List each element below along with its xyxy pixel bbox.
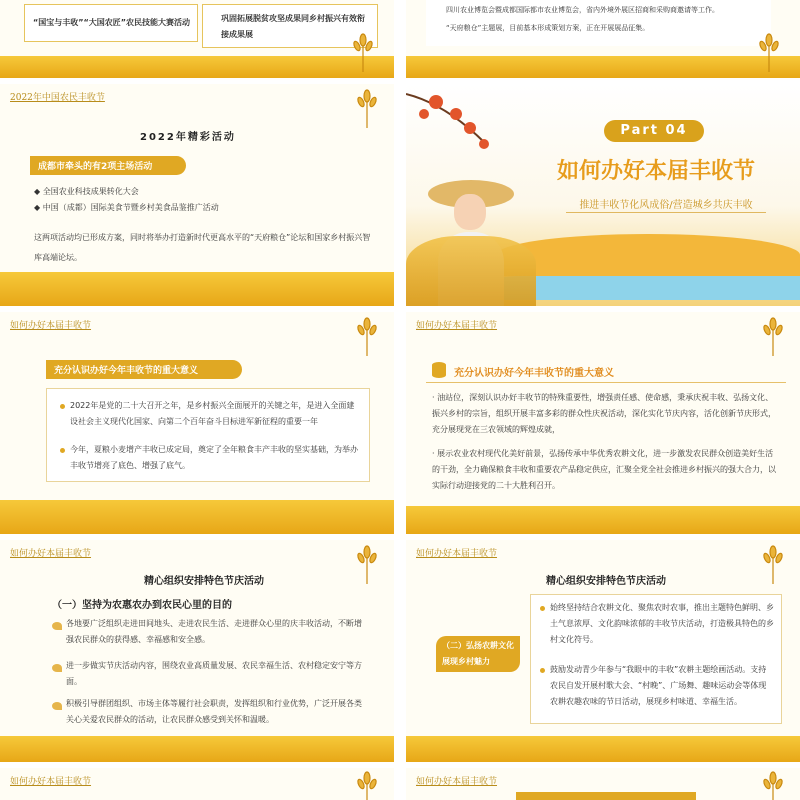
section-tag: 成都市牵头的有2项主场活动 <box>30 156 186 175</box>
list-item: 今年，夏粮小麦增产丰收已成定局，奠定了全年粮食丰产丰收的坚实基础，为举办丰收节增亮了底色、增强了底气。 <box>70 445 358 470</box>
list-item: ◆ 中国（成都）国际美食节暨乡村美食品鉴推广活动 <box>34 203 219 212</box>
list-dot <box>60 404 65 409</box>
paragraph: 这两项活动均已形成方案，同时将举办打造新时代更高水平的“天府粮仓”论坛和国家乡村振兴智库高端论坛。 <box>34 233 371 262</box>
side-tag-text: （二）弘扬农耕文化展现乡村魅力 <box>442 641 514 666</box>
slide-title: 2022年精彩活动 <box>140 132 236 143</box>
slide-6 <box>406 312 800 534</box>
info-line-2: “天府粮仓”主题展，目前基本形成策划方案，正在开展展品征集。 <box>446 24 650 32</box>
list-item: 2022年是党的二十大召开之年，是乡村振兴全面展开的关键之年，是进入全面建设社会主义现代化国家、向第二个百年奋斗目标进军新征程的重要一年 <box>70 401 355 426</box>
slide-7 <box>0 540 394 762</box>
list-item: 进一步做实节庆活动内容，围绕农业高质量发展、农民幸福生活、农村稳定安宁等方面。 <box>66 661 362 686</box>
section-title: 如何办好本届丰收节 <box>556 159 755 184</box>
wheat-icon <box>756 770 790 800</box>
list-dot <box>540 606 545 611</box>
list-item: · 展示农业农村现代化美好前景，弘扬传承中华优秀农耕文化，进一步激发农民群众创造美好生活的干劲，全力确保粮食丰收和重要农产品稳定供应，汇聚全党全社会推进乡村振兴的强大合力，以实际行动迎接党的二十大胜利召开。 <box>432 449 776 490</box>
slide-header: 如何办好本届丰收节 <box>416 549 498 559</box>
list-item: · 油站位，深刻认识办好丰收节的特殊重要性，增强责任感、使命感，秉承庆祝丰收、弘扬文化、振兴乡村的宗旨，组织开展丰富多彩的群众性庆祝活动，深化实化节庆内容，活化创新节庆形式，充分展现党在三农领域的辉煌成就， <box>432 393 776 434</box>
wheat-field-band <box>406 736 800 762</box>
wheat-bundle <box>406 236 536 306</box>
part-label: Part 04 <box>604 120 704 142</box>
maple-branch-icon <box>406 84 496 154</box>
list-item: 积极引导群团组织、市场主体等履行社会职责，发挥组织和行业优势，广泛开展各类关心关爱农民群众的活动，让农民群众感受到关怀和温暖。 <box>66 699 362 724</box>
slide-header: 如何办好本届丰收节 <box>416 777 498 787</box>
wheat-icon <box>350 88 384 128</box>
slide-4-cover <box>406 84 800 306</box>
wheat-field-band <box>0 736 394 762</box>
leaf-bullet-icon <box>52 664 62 672</box>
list-item: 鼓励发动青少年参与“我眼中的丰收”农耕主题绘画活动。支持农民自发开展村歌大会、“村晚”、广场舞、趣味运动会等体现农耕农趣农味的节日活动，展现乡村味道、幸福生活。 <box>550 665 767 706</box>
slide-8 <box>406 540 800 762</box>
slide-subtitle: （一）坚持为农惠农办到农民心里的目的 <box>52 600 232 611</box>
hills <box>496 234 800 276</box>
wheat-field-band <box>0 500 394 534</box>
wheat-icon <box>756 544 790 584</box>
slide-3 <box>0 84 394 306</box>
slide-header: 如何办好本届丰收节 <box>10 549 92 559</box>
activity-box-2-text: 巩固拓展脱贫攻坚成果同乡村振兴有效衔接成果展 <box>221 14 365 39</box>
section-tag: 充分认识办好今年丰收节的重大意义 <box>46 360 242 379</box>
leaf-bullet-icon <box>52 702 62 710</box>
slide-header: 如何办好本届丰收节 <box>416 321 498 331</box>
leaf-bullet-icon <box>52 622 62 630</box>
slide-10 <box>406 768 800 800</box>
slide-title: 充分认识办好今年丰收节的重大意义 <box>454 368 614 379</box>
database-icon <box>432 362 446 378</box>
subtitle-underline <box>566 212 766 213</box>
wheat-icon <box>756 316 790 356</box>
side-tag <box>436 636 520 672</box>
wheat-field-band <box>0 56 394 78</box>
wheat-icon <box>350 316 384 356</box>
section-subtitle: 推进丰收节化风成俗/营造城乡共庆丰收 <box>579 200 753 211</box>
slide-title: 精心组织安排特色节庆活动 <box>144 576 264 587</box>
list-item: 始终坚持结合农耕文化、聚焦农时农事，推出主题特色鲜明、乡土气息浓厚、文化韵味浓郁的丰收节庆活动，打造极具特色的乡村文化符号。 <box>550 603 774 644</box>
slide-header: 2022年中国农民丰收节 <box>10 93 105 103</box>
slide-title: 精心组织安排特色节庆活动 <box>546 576 666 587</box>
wheat-field-band <box>0 272 394 306</box>
wheat-field-band <box>406 506 800 534</box>
activity-box-1-text: “国宝与丰收”“大国农匠”农民技能大赛活动 <box>33 18 191 27</box>
list-item: ◆ 全国农业科技成果转化大会 <box>34 187 139 196</box>
wheat-icon <box>346 32 380 72</box>
slide-9 <box>0 768 394 800</box>
slide-2 <box>406 0 800 78</box>
wheat-icon <box>752 32 786 72</box>
list-dot <box>60 448 65 453</box>
face <box>454 194 486 230</box>
title-underline <box>426 382 786 383</box>
info-panel <box>426 0 771 46</box>
wheat-icon <box>350 770 384 800</box>
slide-header: 如何办好本届丰收节 <box>10 321 92 331</box>
info-line-1: 四川农业博览会暨成都国际都市农业博览会，省内外境外展区招商和采购商邀请等工作。 <box>446 6 719 14</box>
wheat-icon <box>350 544 384 584</box>
slide-header: 如何办好本届丰收节 <box>10 777 92 787</box>
list-item: 各地要广泛组织走进田间地头、走进农民生活、走进群众心里的庆丰收活动，不断增强农民群众的获得感、幸福感和安全感。 <box>66 619 362 644</box>
slide-1 <box>0 0 394 78</box>
list-dot <box>540 668 545 673</box>
slide-5 <box>0 312 394 534</box>
activity-box-1 <box>24 4 198 42</box>
wheat-field-band <box>406 56 800 78</box>
section-tag-partial <box>516 792 696 800</box>
